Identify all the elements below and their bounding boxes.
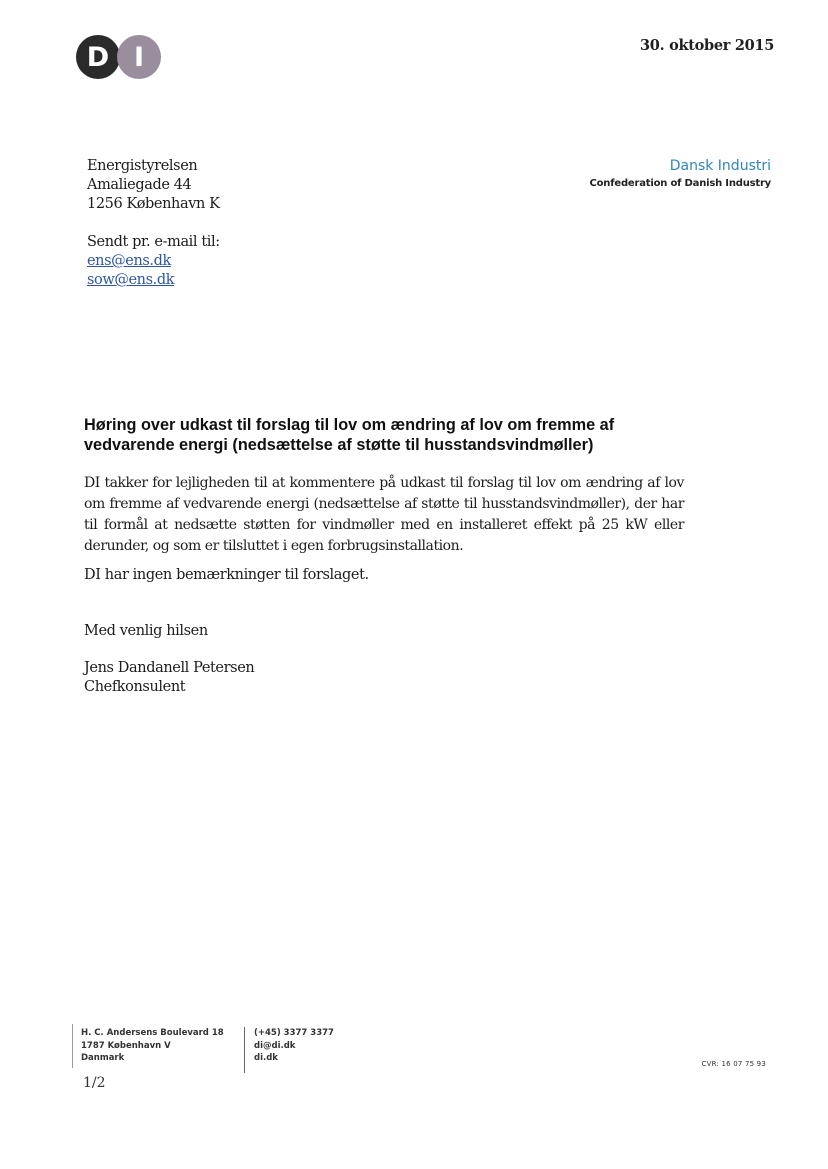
email-link-sow[interactable]: sow@ens.dk bbox=[87, 272, 175, 288]
footer-address bbox=[81, 1027, 224, 1065]
footer-email: di@di.dk bbox=[254, 1040, 296, 1051]
logo-circle-d bbox=[76, 35, 120, 79]
footer-left-rule bbox=[72, 1024, 73, 1068]
signer-title: Chefkonsulent bbox=[84, 679, 186, 695]
recipient-line: 1256 København K bbox=[87, 196, 220, 212]
organization-name: Dansk Industri bbox=[669, 158, 771, 174]
logo-letter-d: D bbox=[86, 41, 110, 73]
footer-address-line: Danmark bbox=[81, 1053, 125, 1063]
page-number: 1/2 bbox=[83, 1075, 106, 1091]
di-logo bbox=[76, 35, 166, 81]
logo-circle-i bbox=[117, 35, 161, 79]
sent-via-label: Sendt pr. e-mail til: bbox=[87, 234, 220, 250]
letter-date: 30. oktober 2015 bbox=[640, 37, 774, 54]
footer-website: di.dk bbox=[254, 1053, 278, 1063]
recipient-line: Amaliegade 44 bbox=[87, 177, 192, 193]
email-link-ens[interactable]: ens@ens.dk bbox=[87, 253, 171, 269]
footer-divider bbox=[244, 1027, 245, 1073]
footer-contact bbox=[254, 1027, 334, 1065]
letter-greeting: Med venlig hilsen bbox=[84, 623, 208, 639]
letter-subject: Høring over udkast til forslag til lov om ændring af lov om fremme af vedvarende energi (nedsættelse af støtte til husstandsvindmøller) bbox=[84, 416, 615, 454]
organization-subtitle: Confederation of Danish Industry bbox=[589, 178, 771, 189]
footer-address-line: H. C. Andersens Boulevard 18 bbox=[81, 1028, 224, 1038]
letter-paragraph-2: DI har ingen bemærkninger til forslaget. bbox=[84, 567, 369, 583]
letter-paragraph-1: DI takker for lejligheden til at kommentere på udkast til forslag til lov om ændring af lov om fremme af vedvarende energi (nedsættelse af støtte til husstandsvindmøller), der har til formål at nedsætte støtten for vindmøller med en installeret effekt på 25 kW eller derunder, og som er tilsluttet i egen forbrugsinstallation. bbox=[84, 475, 684, 554]
footer-cvr: CVR: 16 07 75 93 bbox=[701, 1060, 766, 1068]
recipient-line: Energistyrelsen bbox=[87, 158, 198, 174]
footer-address-line: 1787 København V bbox=[81, 1040, 171, 1051]
signature-block bbox=[84, 659, 254, 697]
sent-via-block bbox=[87, 233, 220, 290]
signer-name: Jens Dandanell Petersen bbox=[84, 660, 255, 676]
logo-letter-i: I bbox=[133, 41, 145, 73]
footer-phone: (+45) 3377 3377 bbox=[254, 1028, 334, 1038]
recipient-address bbox=[87, 157, 220, 214]
